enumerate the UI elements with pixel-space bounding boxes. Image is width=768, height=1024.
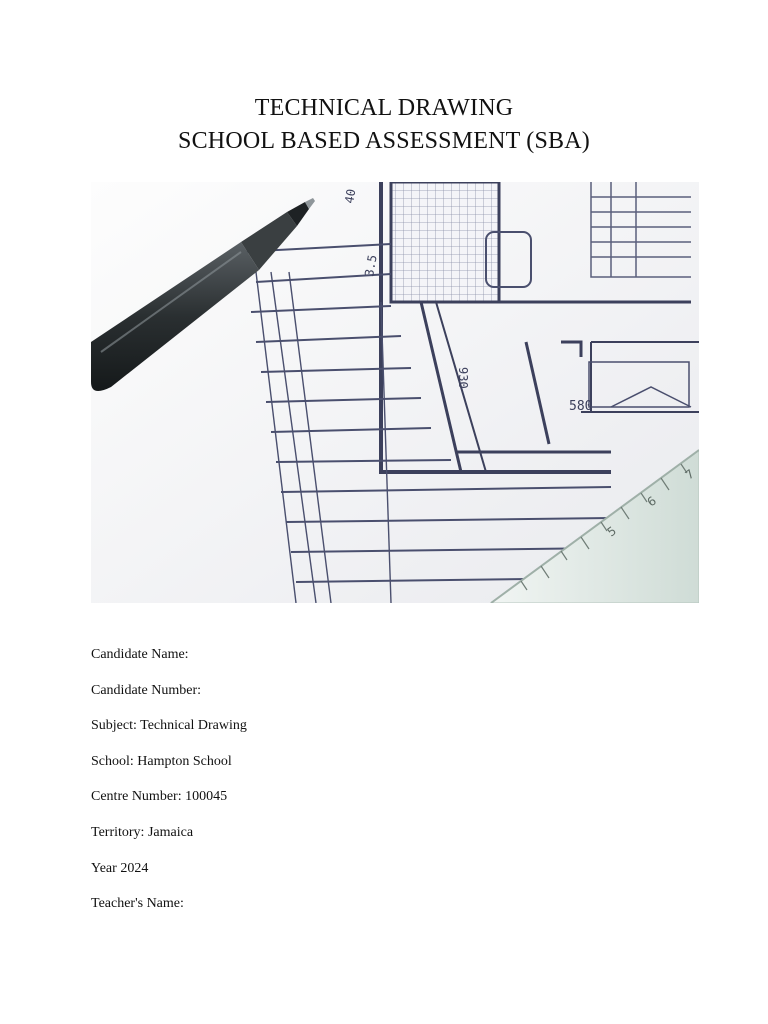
ruler-mark-0: 5 [604,523,619,540]
field-teacher-name [91,895,691,913]
field-centre-number [91,788,691,806]
plan-label-3: 580 [569,399,593,414]
field-label: Candidate Number: [91,682,202,698]
field-label: Year [91,860,117,876]
field-label: Teacher's Name: [91,896,184,912]
ruler-mark-2: 7 [682,466,697,483]
candidate-details [91,646,691,931]
title-line-1: TECHNICAL DRAWING [254,95,514,121]
field-value: 2024 [120,860,149,876]
field-candidate-number [91,682,691,700]
field-value: Technical Drawing [140,718,247,734]
cover-title [0,92,768,158]
field-label: School: [91,753,134,769]
field-subject [91,717,691,735]
title-line-2: SCHOOL BASED ASSESSMENT (SBA) [178,128,590,154]
plan-label-2: 930 [456,367,470,389]
plan-label-1: 3.5 [362,253,380,278]
field-label: Subject: [91,718,137,734]
field-candidate-name [91,646,691,664]
plan-label-0: 40 [342,187,359,205]
field-value: 100045 [185,789,228,805]
cover-image-blueprint [91,182,699,603]
field-label: Candidate Name: [91,647,189,662]
field-label: Territory: [91,824,145,840]
field-year [91,860,691,878]
field-value: Jamaica [147,824,194,840]
blueprint-illustration [91,182,699,603]
field-territory [91,824,691,842]
ruler-mark-1: 6 [644,493,659,510]
field-school [91,753,691,771]
field-value: Hampton School [137,753,232,769]
plan-tiled-room [391,182,499,302]
field-label: Centre Number: [91,789,182,805]
